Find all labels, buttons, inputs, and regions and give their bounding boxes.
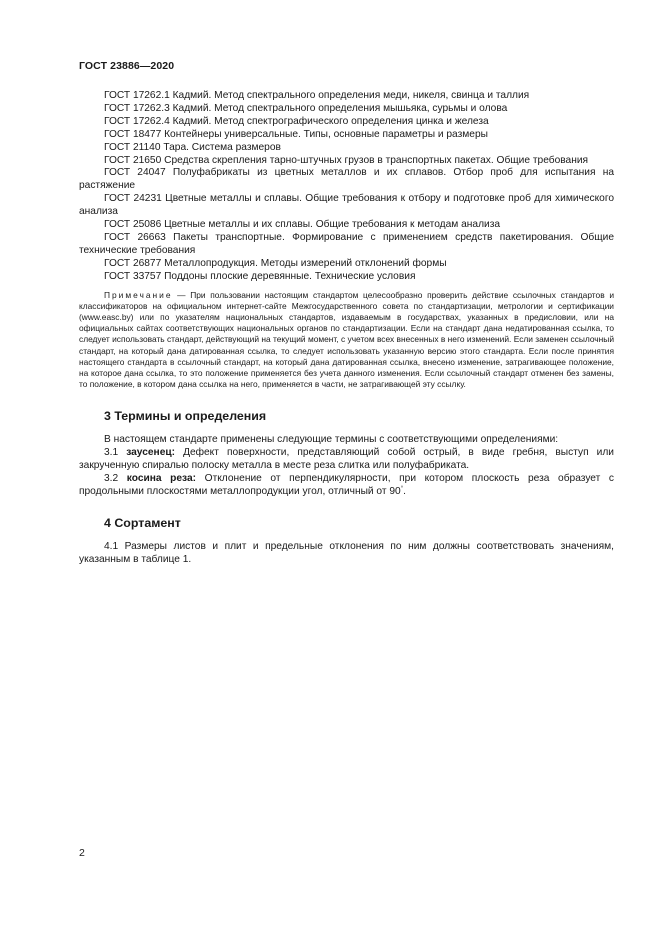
degree-sign: °	[400, 486, 404, 493]
reference-item: ГОСТ 26663 Пакеты транспортные. Формирование с применением средств пакетирования. Общие технические требования	[79, 231, 614, 256]
references-note	[79, 290, 614, 391]
reference-item: ГОСТ 33757 Поддоны плоские деревянные. Технические условия	[104, 270, 416, 282]
reference-item: ГОСТ 21650 Средства скрепления тарно-штучных грузов в транспортных пакетах. Общие требования	[104, 154, 589, 166]
page-content	[79, 90, 614, 566]
reference-item: ГОСТ 25086 Цветные металлы и их сплавы. Общие требования к методам анализа	[104, 219, 501, 231]
reference-item: ГОСТ 21140 Тара. Система размеров	[104, 141, 281, 153]
term-definition: Отклонение от перпендикулярности, при котором плоскость реза образует с продольными плоскостями металлопродукции угол, отличный от 90	[79, 473, 614, 498]
term-number: 3.2	[104, 473, 127, 485]
term-3-1	[79, 446, 614, 472]
term-number: 3.1	[104, 447, 127, 459]
term-name: косина реза:	[126, 473, 197, 485]
term-3-2	[79, 472, 614, 498]
reference-item: ГОСТ 17262.1 Кадмий. Метод спектрального определения меди, никеля, свинца и таллия	[104, 90, 530, 101]
note-label: Примечание	[104, 289, 173, 300]
reference-item: ГОСТ 26877 Металлопродукция. Методы измерений отклонений формы	[104, 257, 447, 269]
normative-references-list	[79, 90, 614, 284]
document-header: ГОСТ 23886—2020	[79, 60, 175, 72]
reference-item: ГОСТ 18477 Контейнеры универсальные. Типы, основные параметры и размеры	[104, 128, 488, 140]
reference-item: ГОСТ 17262.3 Кадмий. Метод спектрального определения мышьяка, сурьмы и олова	[104, 102, 508, 114]
reference-item: ГОСТ 24231 Цветные металлы и сплавы. Общие требования к отбору и подготовке проб для химического анализа	[79, 193, 614, 218]
note-text: — При пользовании настоящим стандартом целесообразно проверить действие ссылочных стандартов и классификаторов на официальном интернет-сайте Межгосударственного совета по стандартизации, метрологии и сертификации (www.easc.by) или по указателям национальных стандартов, издаваемым в государствах, указанных в предисловии, или на официальных сайтах соответствующих национальных органов по стандартизации. Если на стандарт дана недатированная ссылка, то следует использовать стандарт, действующий на текущий момент, с учетом всех внесенных в него изменений. Если заменен ссылочный стандарт, на который дана датированная ссылка, то следует использовать указанную версию этого стандарта. Если после принятия настоящего стандарта в ссылочный стандарт, на который дана датированная ссылка, внесено изменение, затрагивающее положение, на которое дана ссылка, то это положение применяется без учета данного изменения. Если ссылочный стандарт отменен без замены, то положение, в котором дана ссылка на него, применяется в части, не затрагивающей эту ссылку.	[79, 289, 614, 390]
term-end: .	[403, 486, 406, 498]
reference-item: ГОСТ 24047 Полуфабрикаты из цветных металлов и их сплавов. Отбор проб для испытания на растяжение	[79, 167, 614, 192]
section-3-title: 3 Термины и определения	[104, 409, 267, 424]
section-4-paragraph-1: 4.1 Размеры листов и плит и предельные отклонения по ним должны соответствовать значениям, указанным в таблице 1.	[79, 541, 614, 566]
term-definition: Дефект поверхности, представляющий собой острый, в виде гребня, выступ или закрученную спиралью полоску металла в месте реза слитка или полуфабриката.	[79, 447, 614, 472]
section-4-title: 4 Сортамент	[104, 516, 181, 531]
section-3-intro: В настоящем стандарте применены следующие термины с соответствующими определениями:	[104, 434, 559, 446]
reference-item: ГОСТ 17262.4 Кадмий. Метод спектрографического определения цинка и железа	[104, 115, 489, 127]
page-number: 2	[79, 847, 85, 859]
term-name: заусенец:	[126, 447, 176, 459]
